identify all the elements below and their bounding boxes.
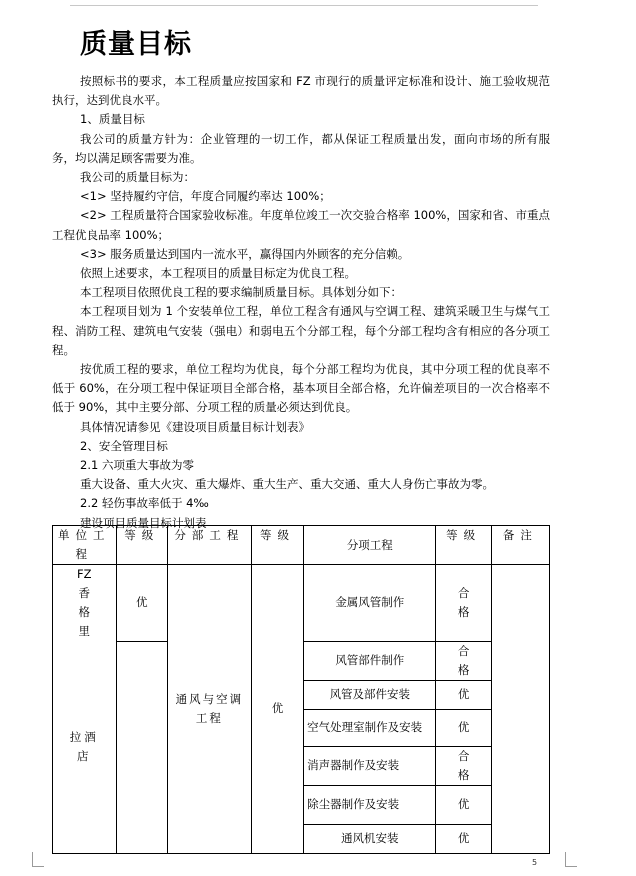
division-grade: 优 [251, 565, 303, 854]
division-name: 通风与空调工程 [167, 565, 251, 854]
item-grade: 优 [436, 709, 491, 746]
item-name: 金属风管制作 [304, 565, 436, 642]
margin-corner-mark [565, 866, 577, 867]
list-item: <1> 坚持履约守信，年度合同履约率达 100%； [80, 189, 331, 204]
item-grade: 优 [436, 824, 491, 853]
item-name: 风管部件制作 [304, 641, 436, 680]
subsection-heading: 2.1 六项重大事故为零 [80, 458, 194, 473]
table-caption: 建设项目质量目标计划表 [80, 515, 207, 530]
paragraph: 我公司的质量目标为： [80, 170, 195, 185]
header-grade: 等级 [436, 526, 491, 565]
paragraph: 按照标书的要求，本工程质量应按国家和 FZ 市现行的质量评定标准和设计、施工验收规范执行，达到优良水平。 [52, 74, 550, 108]
paragraph: 我公司的质量方针为：企业管理的一切工作，都从保证工程质量出发，面向市场的所有服务，均以满足顾客需要为准。 [52, 131, 550, 165]
item-grade: 合格 [436, 641, 491, 680]
paragraph: 按优质工程的要求，单位工程均为优良，每个分部工程均为优良，其中分项工程的优良率不低于 60%，在分项工程中保证项目全部合格，基本项目全部合格，允许偏差项目的一次合格率不低于 90%，其中主要分部、分项工程的质量必须达到优良。 [52, 362, 550, 415]
unit-name-top: FZ香格里 [53, 565, 117, 642]
paragraph: 具体情况请参见《建设项目质量目标计划表》 [80, 419, 310, 434]
margin-corner-mark [32, 852, 33, 866]
item-grade: 优 [436, 680, 491, 709]
unit-grade: 优 [116, 565, 167, 642]
list-item: <3> 服务质量达到国内一流水平，赢得国内外顾客的充分信赖。 [80, 246, 410, 261]
item-name: 消声器制作及安装 [304, 746, 436, 785]
paragraph: 重大设备、重大火灾、重大爆炸、重大生产、重大交通、重大人身伤亡事故为零。 [80, 477, 494, 492]
section-heading: 2、安全管理目标 [80, 438, 168, 453]
paragraph: 本工程项目依照优良工程的要求编制质量目标。具体划分如下： [80, 285, 402, 300]
item-name: 风管及部件安装 [304, 680, 436, 709]
unit-grade-empty [116, 641, 167, 853]
item-grade: 合格 [436, 565, 491, 642]
table-row [53, 565, 550, 642]
header-item: 分项工程 [304, 526, 436, 565]
item-grade: 优 [436, 785, 491, 824]
list-item: <2> 工程质量符合国家验收标准。年度单位竣工一次交验合格率 100%，国家和省、市重点工程优良品率 100%； [52, 208, 550, 242]
paragraph: 本工程项目划为 1 个安装单位工程，单位工程含有通风与空调工程、建筑采暖卫生与煤气工程、消防工程、建筑电气安装（强电）和弱电五个分部工程，每个分部工程均含有相应的各分项工程。 [52, 304, 550, 357]
paragraph: 依照上述要求，本工程项目的质量目标定为优良工程。 [80, 266, 356, 281]
document-body [52, 72, 550, 533]
subsection-heading: 2.2 轻伤事故率低于 4‰ [80, 496, 209, 511]
section-heading: 1、质量目标 [80, 112, 145, 127]
header-grade: 等级 [251, 526, 303, 565]
table-header-row [53, 526, 550, 565]
margin-corner-mark [32, 866, 44, 867]
header-rule [70, 5, 538, 6]
margin-corner-mark [565, 852, 566, 866]
remark-cell [491, 565, 549, 854]
item-name: 除尘器制作及安装 [304, 785, 436, 824]
quality-plan-table [52, 525, 550, 854]
header-division: 分部工程 [167, 526, 251, 565]
unit-name-bottom: 拉酒店 [53, 641, 117, 853]
item-grade: 合格 [436, 746, 491, 785]
page-number: 5 [532, 858, 538, 867]
header-grade: 等级 [116, 526, 167, 565]
page-title: 质量目标 [80, 29, 192, 60]
item-name: 通风机安装 [304, 824, 436, 853]
item-name: 空气处理室制作及安装 [304, 709, 436, 746]
header-remark: 备注 [491, 526, 549, 565]
header-unit: 单位工程 [53, 526, 117, 565]
